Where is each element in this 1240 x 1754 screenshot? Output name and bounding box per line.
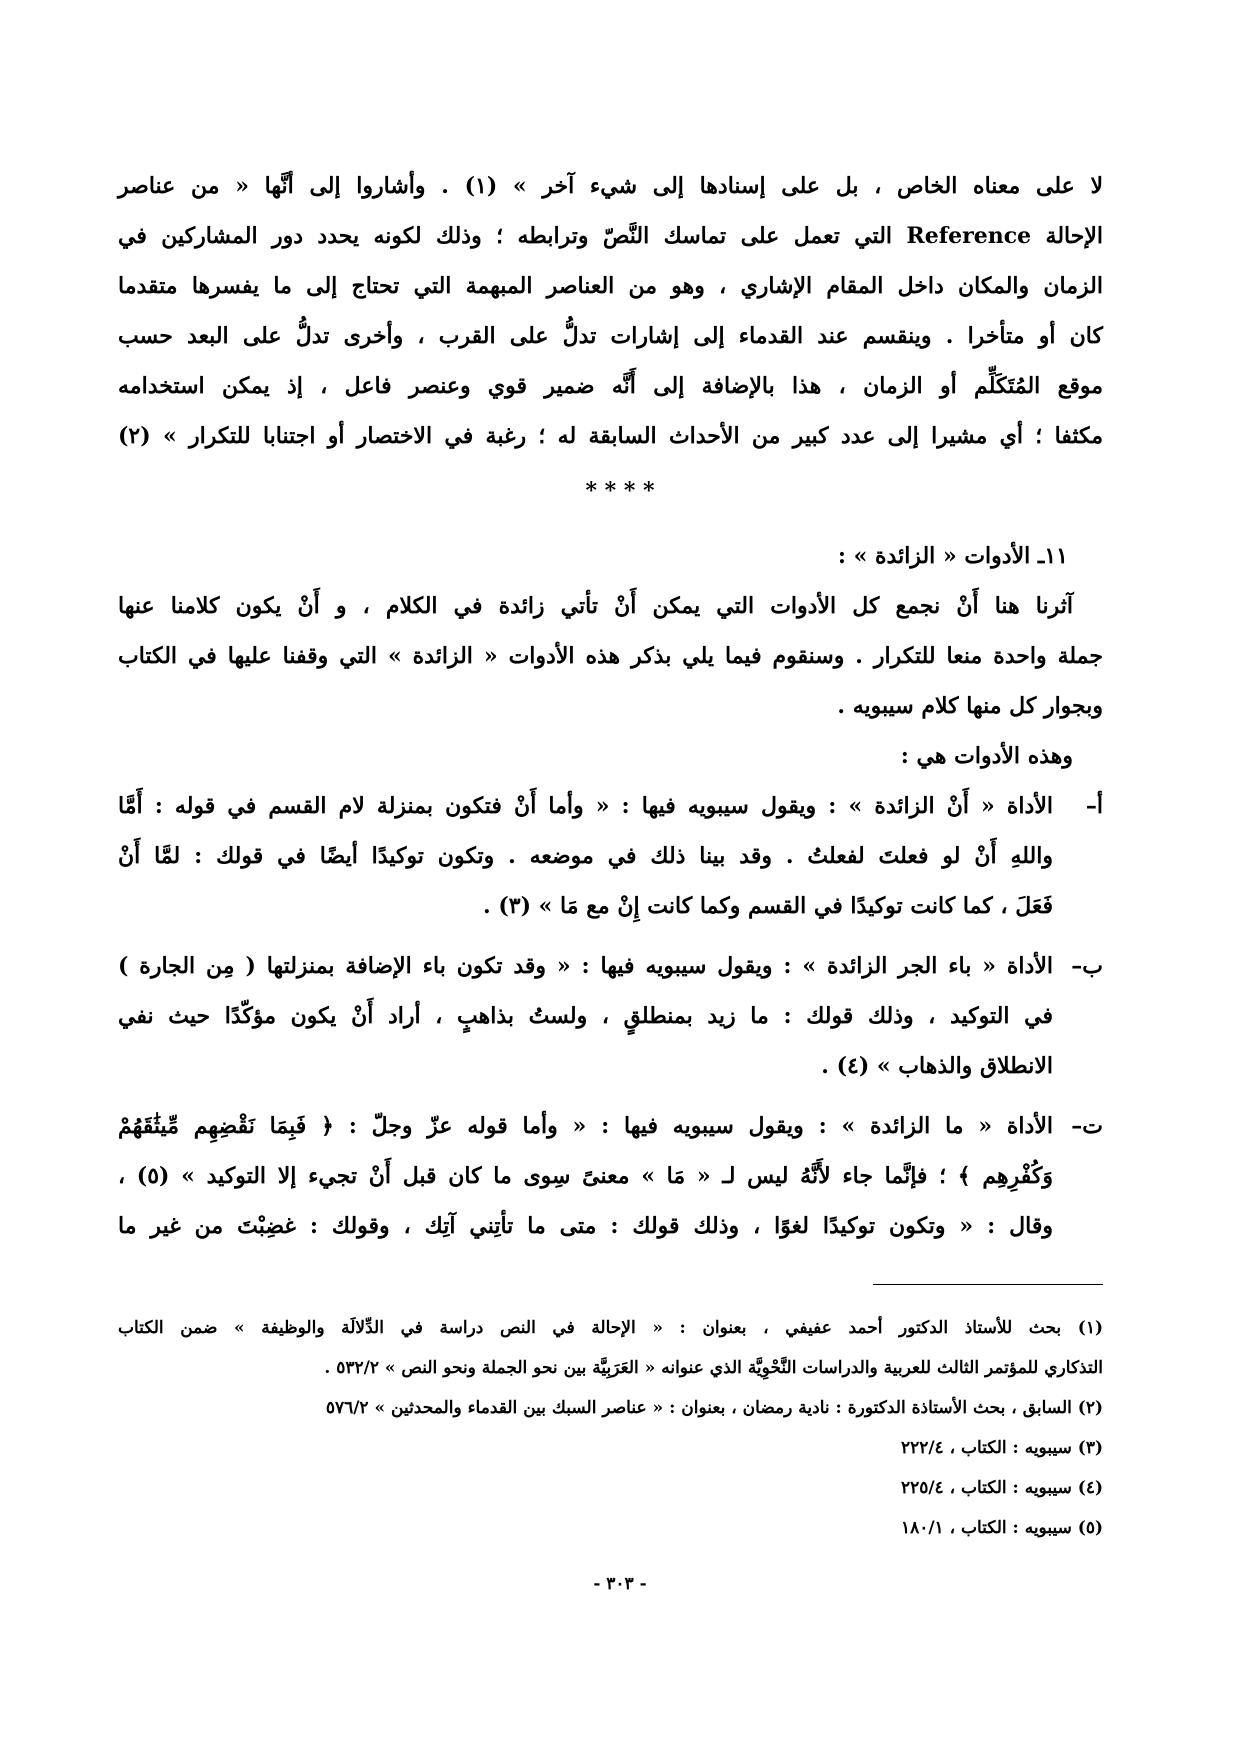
list-item-line: الأداة « ما الزائدة » : ويقول سيبويه فيها : « وأما قوله عزّ وجلّ : ﴿ فَبِمَا نَقْضِهِم مِّيثَٰقَهُمْ [118, 1113, 1053, 1139]
page-number: - ٣٠٣ - [593, 1574, 647, 1594]
list-item-line: الأداة « باء الجر الزائدة » : ويقول سيبويه فيها : « وقد تكون باء الإضافة بمنزلتها ( مِن الجارة ) [118, 953, 1053, 979]
list-item-line: الانطلاق والذهاب » (٤) . [821, 1053, 1053, 1079]
section-heading: ١١ـ الأدوات « الزائدة » : [837, 543, 1068, 569]
body-line: موقع المُتَكَلِّم أو الزمان ، هذا بالإضافة إلى أَنَّه ضمير قوي وعنصر فاعل ، إذ يمكن استخدامه [118, 373, 1103, 399]
list-item-line: في التوكيد ، وذلك قولك : ما زيد بمنطلقٍ ، ولستُ بذاهبٍ ، أراد أَنْ يكون مؤكّدًا حيث نفي [118, 1003, 1053, 1029]
footnote-line: (١) بحث للأستاذ الدكتور أحمد عفيفي ، بعنوان : « الإحالة في النص دراسة في الدِّلالَة والوظيفة » ضمن الكتاب [118, 1318, 1103, 1338]
body-line: وبجوار كل منها كلام سيبويه . [837, 693, 1103, 719]
body-line: الإحالة Reference التي تعمل على تماسك النَّصّ وترابطه ؛ وذلك لكونه يحدد دور المشاركين في [118, 223, 1103, 249]
footnote-line: (٤) سيبويه : الكتاب ، ٢٢٥/٤ [900, 1478, 1103, 1498]
footnote-line: (٢) السابق ، بحث الأستاذة الدكتورة : نادية رمضان ، بعنوان : « عناصر السبك بين القدماء والمحدثين » ٥٧٦/٢ [325, 1398, 1103, 1418]
tools-intro: وهذه الأدوات هي : [900, 743, 1073, 769]
list-item-line: وقال : « وتكون توكيدًا لغوًا ، وذلك قولك : متى ما تأتِني آتِك ، وقولك : غضِبْتَ من غير ما [118, 1213, 1053, 1239]
footnote-line: التذكاري للمؤتمر الثالث للعربية والدراسات النَّحْوِيَّة الذي عنوانه « العَرَبِيَّة بين نحو الجملة ونحو النص » ٥٣٢/٢ . [324, 1358, 1103, 1378]
body-line: مكثفا ؛ أي مشيرا إلى عدد كبير من الأحداث السابقة له ؛ رغبة في الاختصار أو اجتنابا للتكرار » (٢) [118, 423, 1103, 449]
body-line: لا على معناه الخاص ، بل على إسنادها إلى شيء آخر » (١) . وأشاروا إلى أنَّها « من عناصر [118, 173, 1103, 199]
body-line: كان أو متأخرا . وينقسم عند القدماء إلى إشارات تدلُّ على القرب ، وأخرى تدلُّ على البعد حسب [118, 323, 1103, 349]
list-item-line: واللهِ أَنْ لو فعلتَ لفعلتُ . وقد بينا ذلك في موضعه . وتكون توكيدًا أيضًا في قولك : لمَّا أَنْ [118, 843, 1053, 869]
list-item-line: وَكُفْرِهِم ﴾ ؛ فإنَّما جاء لأَنَّهُ ليس لـ « مَا » معنىً سِوى ما كان قبل أَنْ تجيء إلا التوكيد » (٥) ، [118, 1163, 1053, 1189]
footnote-separator [873, 1284, 1103, 1285]
section-separator-stars: * * * * [585, 478, 655, 504]
list-marker: ب– [1071, 953, 1103, 979]
footnote-line: (٥) سيبويه : الكتاب ، ١٨٠/١ [900, 1518, 1103, 1538]
body-line: الزمان والمكان داخل المقام الإشاري ، وهو من العناصر المبهمة التي تحتاج إلى ما يفسرها متقدما [118, 273, 1103, 299]
list-item-line: الأداة « أَنْ الزائدة » : ويقول سيبويه فيها : « وأما أَنْ فتكون بمنزلة لام القسم في قوله : أَمَّا [118, 793, 1053, 819]
list-marker: أ– [1085, 793, 1103, 819]
footnote-line: (٣) سيبويه : الكتاب ، ٢٢٢/٤ [900, 1438, 1103, 1458]
list-marker: ت– [1071, 1113, 1103, 1139]
body-line: جملة واحدة منعا للتكرار . وسنقوم فيما يلي بذكر هذه الأدوات « الزائدة » التي وقفنا عليها في الكتاب [118, 643, 1103, 669]
list-item-line: فَعَلَ ، كما كانت توكيدًا في القسم وكما كانت إِنْ مع مَا » (٣) . [483, 893, 1053, 919]
body-line: آثرنا هنا أَنْ نجمع كل الأدوات التي يمكن أَنْ تأتي زائدة في الكلام ، و أَنْ يكون كلامنا عنها [118, 593, 1073, 619]
